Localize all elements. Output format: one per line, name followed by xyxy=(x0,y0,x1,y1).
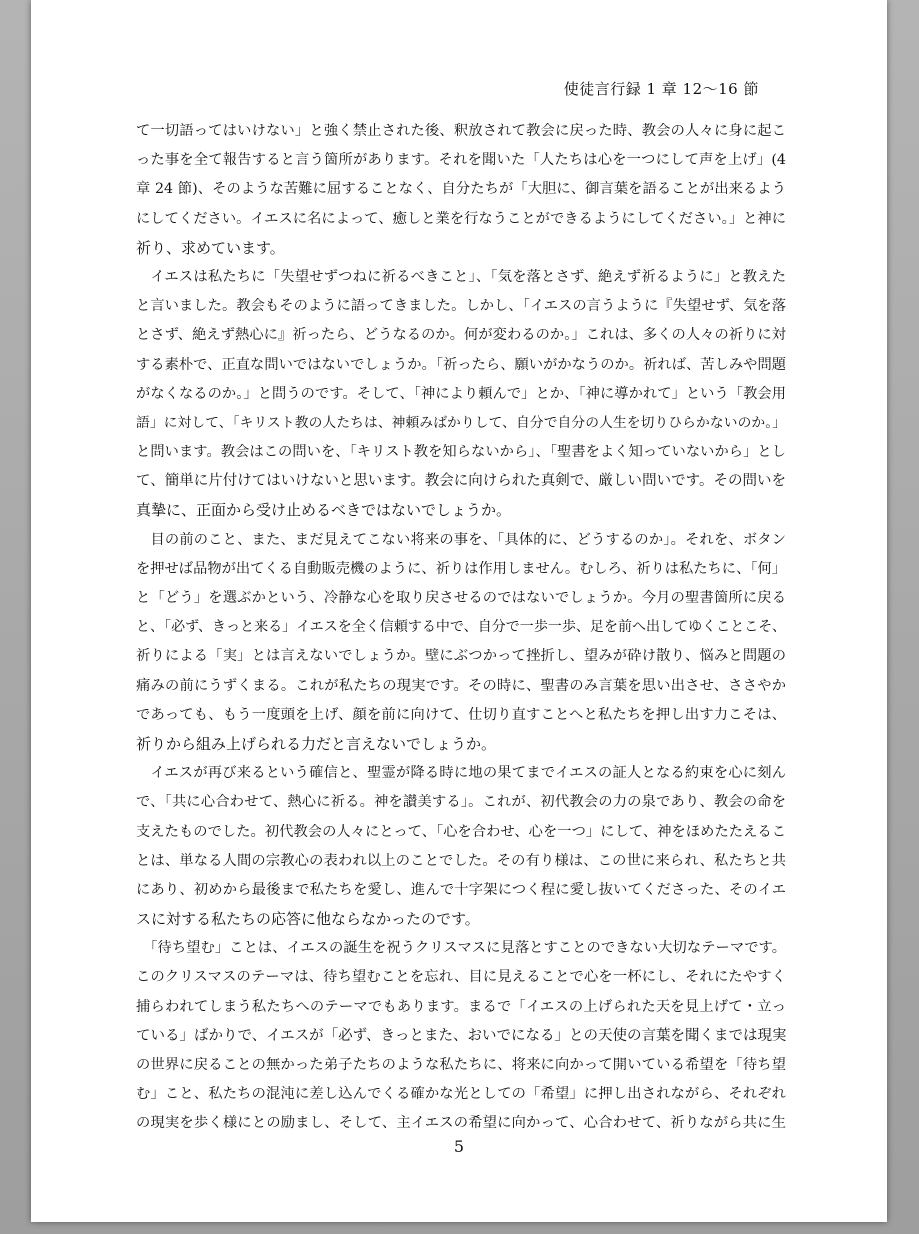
page-number: 5 xyxy=(453,1137,465,1156)
text-line: スに対する私たちの応答に他ならなかったのです。 xyxy=(136,910,480,929)
text-line: で、「共に心合わせて、熱心に祈る。神を讃美する」。これが、初代教会の力の泉であり、教会の命を xyxy=(136,794,786,811)
text-line: であっても、もう一度頭を上げ、顔を前に向けて、仕切り直すことへと私たちを押し出す力こそは、 xyxy=(136,706,786,723)
text-line: とさず、絶えず熱心に』祈ったら、どうなるのか。何が変わるのか。」これは、多くの人々の祈りに対 xyxy=(136,327,786,344)
text-line: にあり、初めから最後まで私たちを愛し、進んで十字架につく程に愛し抜いてくださった、そのイエ xyxy=(136,881,786,898)
text-line: 目の前のこと、また、まだ見えてこない将来の事を、「具体的に、どうするのか」。それを、ボタン xyxy=(136,531,786,548)
text-line: の現実を歩く様にとの励まし、そして、主イエスの希望に向かって、心合わせて、祈りながら共に生 xyxy=(136,1115,786,1132)
text-line: の世界に戻ることの無かった弟子たちのような私たちに、将来に向かって開いている希望を「待ち望 xyxy=(136,1057,786,1073)
text-line: 語」に対して、「キリスト教の人たちは、神頼みばかりして、自分で自分の人生を切りひらかないのか。」 xyxy=(136,414,786,431)
text-line: と言いました。教会もそのように語ってきました。しかし、「イエスの言うように『失望せず、気を落 xyxy=(136,298,786,315)
text-line: った事を全て報告すると言う箇所があります。それを聞いた「人たちは心を一つにして声を上げ」(4 xyxy=(136,152,786,169)
text-line: ている」ばかりで、イエスが「必ず、きっとまた、おいでになる」との天使の言葉を聞くまでは現実 xyxy=(136,1027,786,1044)
text-line: とは、単なる人間の宗教心の表われ以上のことでした。その有り様は、この世に来られ、私たちと共 xyxy=(136,852,786,869)
document-page xyxy=(31,0,887,1222)
text-line: 章 24 節)、そのような苦難に屈することなく、自分たちが「大胆に、御言葉を語ることが出来るよう xyxy=(136,181,786,198)
text-line: 捕らわれてしまう私たちへのテーマでもあります。まるで「イエスの上げられた天を見上げて・立っ xyxy=(136,998,786,1015)
text-line: を押せば品物が出てくる自動販売機のように、祈りは作用しません。むしろ、祈りは私たちに、「何」 xyxy=(136,560,786,577)
running-header: 使徒言行録 1 章 12〜16 節 xyxy=(563,80,759,98)
text-line: と、「必ず、きっと来る」イエスを全く信頼する中で、自分で一歩一歩、足を前へ出してゆくことこそ、 xyxy=(136,619,786,636)
text-line: 祈りから組み上げられる力だと言えないでしょうか。 xyxy=(136,734,497,753)
text-line: にしてください。イエスに名によって、癒しと業を行なうことができるようにしてください。」と神に xyxy=(136,210,786,227)
text-line: 祈り、求めています。 xyxy=(136,238,285,257)
text-line: て、簡単に片付けてはいけないと思います。教会に向けられた真剣で、厳しい問いです。その問いを xyxy=(136,473,786,490)
text-line: て一切語ってはいけない」と強く禁止された後、釈放されて教会に戻った時、教会の人々に身に起こ xyxy=(136,123,786,139)
text-line: む」こと、私たちの混沌に差し込んでくる確かな光としての「希望」に押し出されながら、それぞれ xyxy=(136,1086,786,1103)
text-line: 痛みの前にうずくまる。これが私たちの現実です。その時に、聖書のみ言葉を思い出させ、ささやか xyxy=(136,677,786,694)
text-line: 祈りによる「実」とは言えないでしょうか。壁にぶつかって挫折し、望みが砕け散り、悩みと問題の xyxy=(136,648,786,665)
text-line: 「待ち望む」ことは、イエスの誕生を祝うクリスマスに見落とすことのできない大切なテーマです。 xyxy=(136,940,786,957)
text-line: がなくなるのか。」と問うのです。そして、「神により頼んで」とか、「神に導かれて」という「教会用 xyxy=(136,385,786,402)
text-line: イエスは私たちに「失望せずつねに祈るべきこと」、「気を落とさず、絶えず祈るように」と教えた xyxy=(136,268,786,285)
text-line: と「どう」を選ぶかという、冷静な心を取り戻させるのではないでしょうか。今月の聖書箇所に戻る xyxy=(136,590,786,606)
text-line: 真摯に、正面から受け止めるべきではないでしょうか。 xyxy=(136,501,512,520)
text-line: イエスが再び来るという確信と、聖霊が降る時に地の果てまでイエスの証人となる約束を心に刻ん xyxy=(136,765,786,782)
body-text xyxy=(136,117,786,1139)
text-line: する素朴で、正直な問いではないでしょうか。「祈ったら、願いがかなうのか。祈れば、苦しみや問題 xyxy=(136,356,786,373)
text-line: 支えたものでした。初代教会の人々にとって、「心を合わせ、心を一つ」にして、神をほめたたえるこ xyxy=(136,823,786,840)
text-line: と問います。教会はこの問いを、「キリスト教を知らないから」、「聖書をよく知っていないから」とし xyxy=(136,444,786,461)
text-line: このクリスマスのテーマは、待ち望むことを忘れ、目に見えることで心を一杯にし、それにたやすく xyxy=(136,969,786,986)
